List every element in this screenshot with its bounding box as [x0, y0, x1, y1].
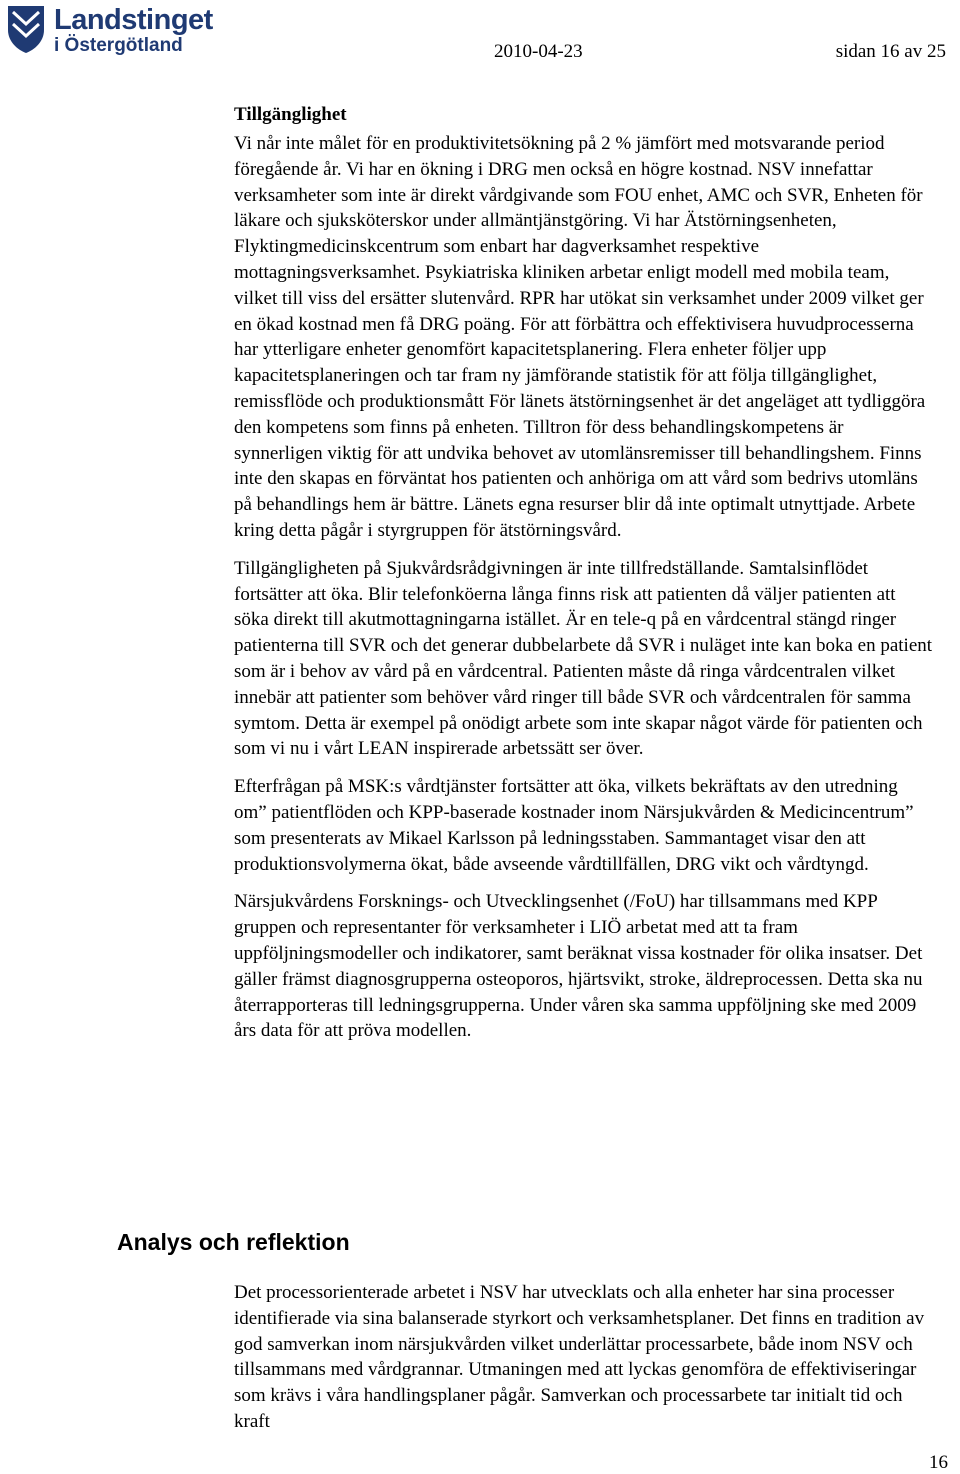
landstinget-emblem-icon [4, 4, 48, 54]
main-content [234, 103, 934, 1056]
logo [4, 4, 244, 58]
paragraph: Efterfrågan på MSK:s vårdtjänster fortsätter att öka, vilkets bekräftats av den utredning om” patientflöden och KPP-baserade kostnader inom Närsjukvården & Medicincentrum” som presenterats av Mikael Karlsson på ledningsstaben. Sammantaget visar den att produktionsvolymerna ökat, både avseende vårdtillfällen, DRG vikt och vårdtyngd. [234, 776, 914, 875]
header-date: 2010-04-23 [494, 41, 583, 62]
paragraph: Det processorienterade arbetet i NSV har utvecklats och alla enheter har sina processer identifierade via sina balanserade styrkort och verksamhetsplaner. Det finns en tradition av god samverkan inom närsjukvården vilket underlättar processarbete, både inom NSV och tillsammans med vårdgrannar. Utmaningen med att lyckas genomföra de effektiviseringar som krävs i våra handlingsplaner pågår. Samverkan och processarbete tar initialt tid och kraft [234, 1282, 925, 1432]
paragraph: Vi når inte målet för en produktivitetsökning på 2 % jämfört med motsvarande period föregående år. Vi har en ökning i DRG men också en högre kostnad. NSV innefattar verksamheter som inte är direkt vårdgivande som FOU enhet, AMC och SVR, Enheten för läkare och sjuksköterskor under allmäntjänstgöring. Vi har Ätstörningsenheten, Flyktingmedicinskcentrum som enbart har dagverksamhet respektive mottagningsverksamhet. Psykiatriska kliniken arbetar enligt modell med mobila team, vilket till viss del ersätter slutenvård. RPR har utökat sin verksamhet under 2009 vilket ger en ökad kostnad men få DRG poäng. För att förbättra och effektivisera huvudprocesserna har ytterligare enheter genomfört kapacitetsplanering. Flera enheter följer upp kapacitetsplaneringen och tar fram ny jämförande statistik för att följa tillgänglighet, remissflöde och produktionsmått För länets ätstörningsenhet är det angeläget att tydliggöra den kompetens som finns på enheten. Tilltron för dess behandlingskompetens är synnerligen viktig för att undvika behovet av utomlänsremisser till behandlingshem. Finns inte den skapas en förväntat hos patienten och anhöriga om att vård som bedrivs utomläns på behandlings hem är bättre. Länets egna resurser blir då inte optimalt utnyttjade. Arbete kring detta pågår i styrgruppen för ätstörningsvård. [234, 133, 926, 541]
header-page-info: sidan 16 av 25 [835, 41, 946, 62]
logo-name: Landstinget [54, 4, 213, 36]
footer-page-number: 16 [929, 1452, 948, 1473]
section-heading-analys: Analys och reflektion [117, 1229, 350, 1255]
paragraph: Närsjukvårdens Forsknings- och Utvecklingsenhet (/FoU) har tillsammans med KPP gruppen och representanter för verksamheter i LIÖ arbetat med att ta fram uppföljningsmodeller och indikatorer, samt beräknat vissa kostnader för olika insatser. Det gäller främst diagnosgrupperna osteoporos, hjärtsvikt, stroke, äldreprocessen. Detta ska nu återrapporteras till ledningsgrupperna. Under våren ska samma uppföljning ske med 2009 års data för att pröva modellen. [234, 891, 923, 1042]
section-heading-tillganglighet: Tillgänglighet [234, 104, 347, 125]
analysis-content [234, 1280, 934, 1435]
logo-region: i Östergötland [54, 35, 183, 56]
paragraph: Tillgängligheten på Sjukvårdsrådgivningen är inte tillfredställande. Samtalsinflödet fortsätter att öka. Blir telefonköerna långa finns risk att patienten då väljer patienten att söka direkt till akutmottagningarna istället. Är en tele-q på en vårdcentral stängd ringer patienterna till SVR och det generar dubbelarbete då SVR i nuläget inte kan boka en patient som är i behov av vård på en vårdcentral. Patienten måste då ringa vårdcentralen vilket innebär att patienter som behöver vård ringer till både SVR och vårdcentralen för samma symtom. Detta är exempel på onödigt arbete som inte skapar något värde för patienten och som vi nu i vårt LEAN inspirerade arbetssätt ser över. [234, 557, 933, 760]
